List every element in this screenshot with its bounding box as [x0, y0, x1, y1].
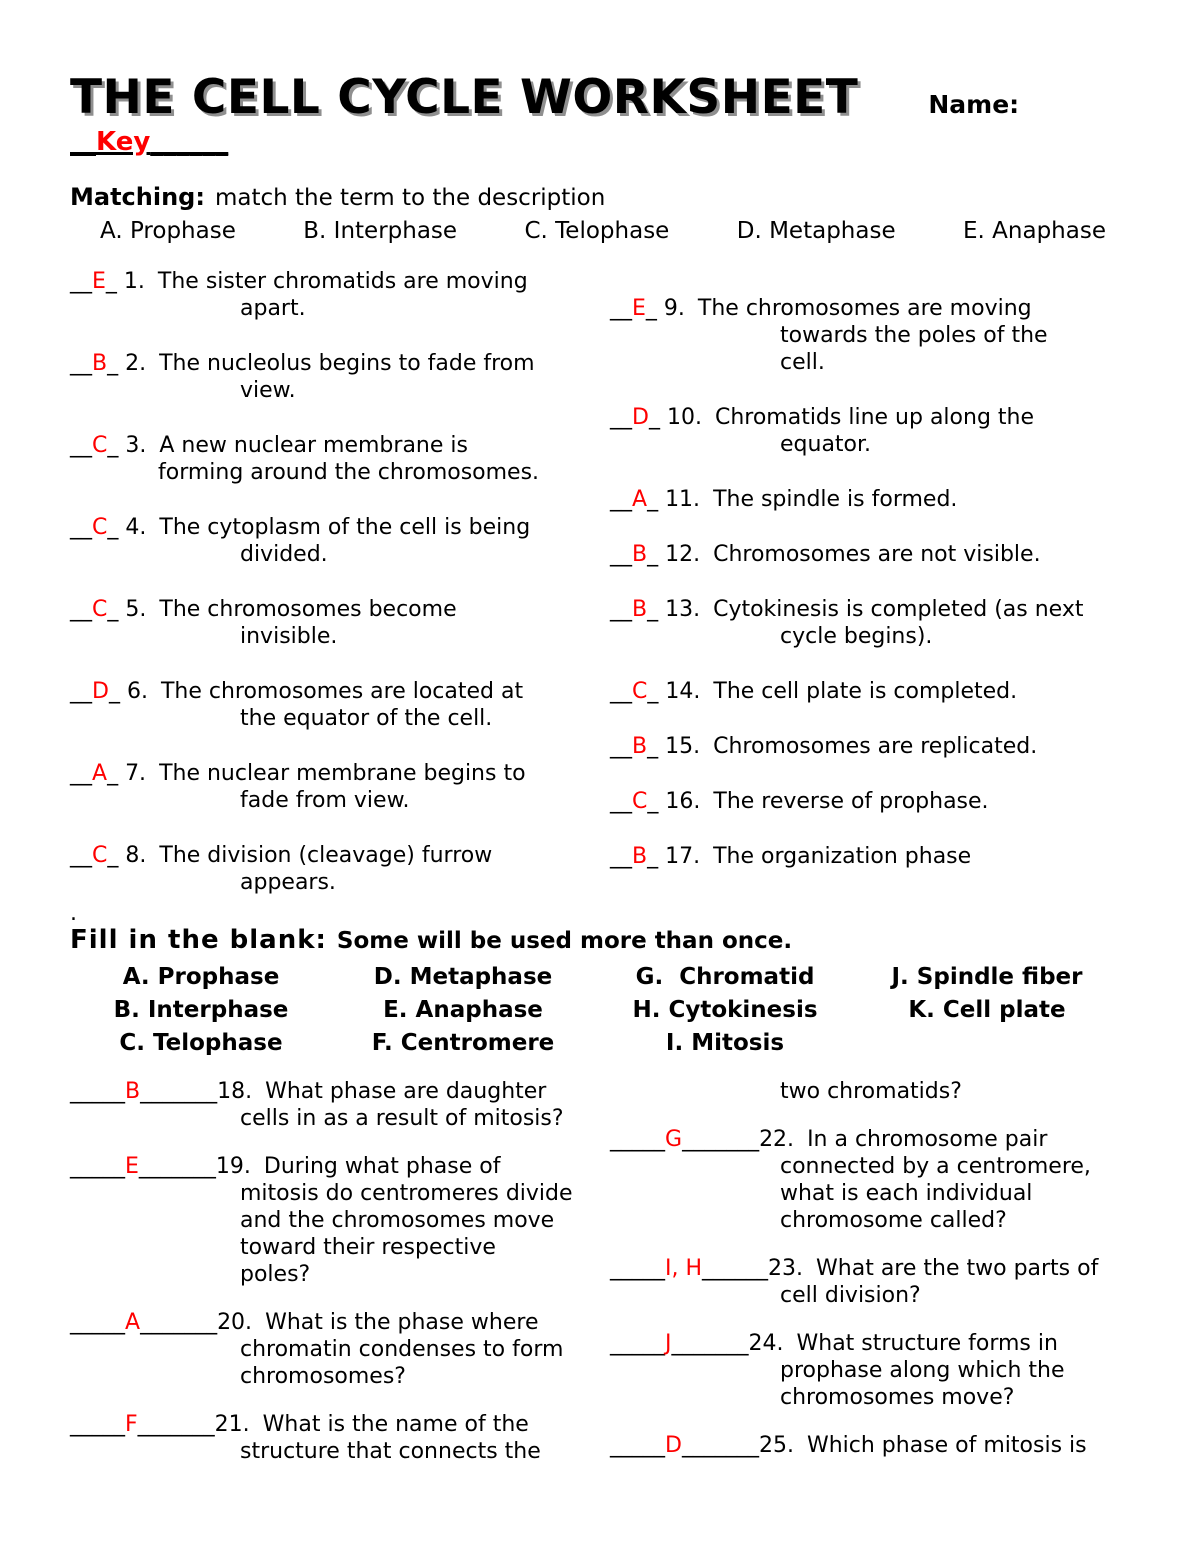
question-number: 21.	[214, 1412, 250, 1437]
question-text: divided.	[240, 542, 328, 567]
question-number: 16.	[665, 789, 701, 814]
blank-underscore: ______	[150, 127, 229, 157]
matching-instructions: match the term to the description	[214, 185, 606, 211]
question-text: The chromosomes are moving	[697, 296, 1032, 321]
question-line	[610, 1432, 1118, 1459]
word-bank-item: D. Metaphase	[373, 964, 553, 990]
question-text: toward their respective	[240, 1235, 496, 1260]
blank-underscore: _	[107, 843, 119, 868]
answer-letter: B	[125, 1079, 141, 1104]
question-text: What are the two parts of	[816, 1256, 1099, 1281]
matching-item	[70, 268, 610, 322]
question-number: 19.	[215, 1154, 251, 1179]
question-text: view.	[240, 378, 296, 403]
question-number: 12.	[665, 542, 701, 567]
header	[70, 70, 1118, 125]
blank-underscore: __	[610, 789, 632, 814]
question-line	[70, 350, 610, 377]
question-text: The chromosomes are located at	[160, 679, 524, 704]
blank-underscore: _	[647, 542, 659, 567]
question-number: 15.	[665, 734, 701, 759]
word-bank-item: C. Telophase	[119, 1030, 283, 1056]
question-text: What structure forms in	[796, 1331, 1058, 1356]
blank-underscore: __	[70, 269, 92, 294]
question-number: 3.	[125, 433, 147, 458]
question-text: Which phase of mitosis is	[806, 1433, 1087, 1458]
question-number: 2.	[125, 351, 147, 376]
question-text: The nuclear membrane begins to	[159, 761, 526, 786]
matching-item	[70, 842, 610, 896]
blank-underscore: _______	[140, 1310, 218, 1335]
word-bank-item	[856, 1027, 1118, 1060]
blank-underscore: _	[648, 405, 660, 430]
question-text: What is the phase where	[265, 1310, 539, 1335]
blank-underscore: ______	[702, 1256, 769, 1281]
answer-letter: I, H	[665, 1256, 703, 1281]
question-text: The division (cleavage) furrow	[159, 843, 493, 868]
word-bank-item: J. Spindle fiber	[891, 964, 1083, 990]
name-blank	[70, 127, 228, 157]
fill-blank-column-left	[70, 1078, 610, 1486]
question-text: The cell plate is completed.	[713, 679, 1018, 704]
matching-item	[70, 350, 610, 404]
blank-underscore: __	[70, 127, 96, 157]
question-number: 6.	[126, 679, 148, 704]
question-number: 13.	[665, 597, 701, 622]
question-number: 11.	[665, 487, 701, 512]
fill-blank-item	[610, 1126, 1118, 1234]
blank-underscore: _	[105, 269, 117, 294]
blank-underscore: _____	[610, 1256, 665, 1281]
matching-option: A. Prophase	[100, 218, 236, 244]
blank-underscore: __	[610, 405, 632, 430]
question-text: poles?	[240, 1262, 311, 1287]
fill-blank-heading: Fill in the blank:	[70, 925, 327, 955]
blank-underscore: _	[108, 679, 120, 704]
blank-underscore: _______	[671, 1331, 749, 1356]
question-number: 5.	[125, 597, 147, 622]
question-text: cell division?	[780, 1283, 921, 1308]
answer-letter: A	[632, 487, 648, 512]
answer-letter: A	[92, 761, 108, 786]
question-line	[610, 541, 1118, 568]
question-line	[610, 596, 1118, 623]
question-text: chromatin condenses to form	[240, 1337, 564, 1362]
question-line	[610, 843, 1118, 870]
question-line	[610, 486, 1118, 513]
question-number: 9.	[663, 296, 685, 321]
question-text: The cytoplasm of the cell is being	[159, 515, 531, 540]
word-bank	[70, 961, 1118, 1060]
blank-underscore: _______	[140, 1079, 218, 1104]
blank-underscore: _____	[70, 1412, 125, 1437]
question-text: fade from view.	[240, 788, 410, 813]
blank-underscore: __	[70, 515, 92, 540]
question-text: cycle begins).	[780, 624, 933, 649]
question-line	[610, 788, 1118, 815]
question-line	[70, 760, 610, 787]
blank-underscore: __	[610, 487, 632, 512]
name-label: Name:	[928, 90, 1020, 119]
question-line	[610, 295, 1118, 322]
matching-item	[610, 596, 1118, 650]
word-bank-item: K. Cell plate	[908, 997, 1066, 1023]
answer-letter: C	[632, 789, 648, 814]
question-text: appears.	[240, 870, 336, 895]
question-text: The spindle is formed.	[713, 487, 958, 512]
matching-option: E. Anaphase	[963, 218, 1106, 244]
blank-underscore: __	[70, 433, 92, 458]
question-text: chromosome called?	[780, 1208, 1007, 1233]
question-line	[610, 1126, 1118, 1153]
blank-underscore: _	[647, 789, 659, 814]
answer-letter: J	[665, 1331, 672, 1356]
key-answer-line	[70, 125, 1118, 157]
question-text: invisible.	[240, 624, 338, 649]
blank-underscore: __	[70, 843, 92, 868]
question-text: The organization phase	[713, 844, 972, 869]
blank-underscore: _	[107, 597, 119, 622]
question-line	[610, 404, 1118, 431]
blank-underscore: _____	[70, 1154, 125, 1179]
blank-underscore: __	[70, 761, 92, 786]
answer-letter: G	[665, 1127, 683, 1152]
blank-underscore: _____	[70, 1079, 125, 1104]
question-number: 25.	[758, 1433, 794, 1458]
matching-item	[610, 295, 1118, 376]
question-text: connected by a centromere,	[780, 1154, 1091, 1179]
word-bank-item: G. Chromatid	[635, 964, 815, 990]
fill-blank-item	[70, 1411, 610, 1465]
answer-letter: C	[92, 433, 108, 458]
fill-blank-section-header	[70, 925, 1118, 955]
fill-blank-columns	[70, 1078, 1118, 1486]
question-text: A new nuclear membrane is	[159, 433, 468, 458]
question-number: 23.	[768, 1256, 804, 1281]
question-text: During what phase of	[263, 1154, 501, 1179]
fill-blank-instructions: Some will be used more than once.	[336, 928, 793, 954]
question-line	[70, 432, 610, 459]
blank-underscore: _______	[681, 1433, 759, 1458]
question-line	[70, 678, 610, 705]
question-number: 7.	[125, 761, 147, 786]
blank-underscore: _____	[610, 1433, 665, 1458]
answer-letter: F	[125, 1412, 138, 1437]
question-number: 24.	[748, 1331, 784, 1356]
matching-item	[610, 486, 1118, 513]
question-text: structure that connects the	[240, 1439, 541, 1464]
question-text: the equator of the cell.	[240, 706, 493, 731]
blank-underscore: _	[107, 761, 119, 786]
blank-underscore: __	[70, 351, 92, 376]
question-text: forming around the chromosomes.	[158, 460, 540, 485]
blank-underscore: _______	[137, 1412, 215, 1437]
question-line	[70, 1309, 610, 1336]
key-answer: Key	[96, 127, 151, 157]
word-bank-item: B. Interphase	[113, 997, 289, 1023]
question-text: and the chromosomes move	[240, 1208, 555, 1233]
blank-underscore: __	[70, 679, 92, 704]
blank-underscore: _	[645, 296, 657, 321]
question-text: chromosomes move?	[780, 1385, 1015, 1410]
question-text: prophase along which the	[780, 1358, 1065, 1383]
fill-blank-item	[610, 1432, 1118, 1459]
question-text: In a chromosome pair	[807, 1127, 1048, 1152]
question-number: 17.	[665, 844, 701, 869]
word-bank-item: I. Mitosis	[665, 1030, 785, 1056]
word-bank-item: E. Anaphase	[383, 997, 543, 1023]
question-text: Chromosomes are not visible.	[713, 542, 1041, 567]
fill-blank-item	[70, 1153, 610, 1288]
answer-letter: D	[632, 405, 649, 430]
question-number: 14.	[665, 679, 701, 704]
blank-underscore: _	[107, 515, 119, 540]
question-text: mitosis do centromeres divide	[240, 1181, 573, 1206]
question-text: cells in as a result of mitosis?	[240, 1106, 564, 1131]
question-text: What phase are daughter	[265, 1079, 547, 1104]
matching-option: B. Interphase	[303, 218, 458, 244]
answer-letter: C	[92, 597, 108, 622]
matching-item	[610, 843, 1118, 870]
question-line	[70, 1078, 610, 1105]
matching-item	[610, 678, 1118, 705]
question-text: cell.	[780, 350, 825, 375]
blank-underscore: _	[647, 597, 659, 622]
question-number: 8.	[125, 843, 147, 868]
matching-columns	[70, 268, 1118, 927]
fill-blank-column-right	[610, 1078, 1118, 1486]
matching-item	[610, 541, 1118, 568]
blank-underscore: _____	[610, 1127, 665, 1152]
matching-column-left	[70, 268, 610, 927]
question-line	[70, 268, 610, 295]
matching-option: C. Telophase	[524, 218, 670, 244]
question-text: The nucleolus begins to fade from	[159, 351, 535, 376]
question-text: The chromosomes become	[159, 597, 457, 622]
question-text: What is the name of the	[262, 1412, 529, 1437]
blank-underscore: __	[610, 542, 632, 567]
fill-blank-item	[610, 1330, 1118, 1411]
blank-underscore: _	[647, 679, 659, 704]
answer-letter: C	[632, 679, 648, 704]
question-number: 10.	[666, 405, 702, 430]
blank-underscore: __	[610, 734, 632, 759]
matching-heading: Matching:	[70, 183, 205, 211]
blank-underscore: _	[647, 844, 659, 869]
answer-letter: C	[92, 843, 108, 868]
question-text: what is each individual	[780, 1181, 1033, 1206]
blank-underscore: _	[647, 487, 659, 512]
matching-options	[100, 218, 1106, 244]
word-bank-item: H. Cytokinesis	[632, 997, 818, 1023]
blank-underscore: __	[610, 844, 632, 869]
blank-underscore: _______	[138, 1154, 216, 1179]
matching-item	[70, 432, 610, 486]
question-text: Chromosomes are replicated.	[713, 734, 1038, 759]
matching-option: D. Metaphase	[736, 218, 896, 244]
answer-letter: E	[632, 296, 646, 321]
question-line	[70, 514, 610, 541]
question-text: towards the poles of the	[780, 323, 1048, 348]
page-title: THE CELL CYCLE WORKSHEET	[70, 70, 859, 125]
matching-item	[70, 760, 610, 814]
answer-letter: B	[632, 597, 648, 622]
blank-underscore: _____	[70, 1310, 125, 1335]
question-text: Chromatids line up along the	[714, 405, 1035, 430]
answer-letter: B	[632, 734, 648, 759]
answer-letter: D	[665, 1433, 682, 1458]
question-text: chromosomes?	[240, 1364, 406, 1389]
fill-blank-item	[70, 1078, 610, 1132]
question-text: The sister chromatids are moving	[157, 269, 528, 294]
blank-underscore: _	[647, 734, 659, 759]
blank-underscore: _____	[610, 1331, 665, 1356]
matching-item	[610, 733, 1118, 760]
word-bank-item: F. Centromere	[371, 1030, 555, 1056]
question-text-continuation: two chromatids?	[780, 1079, 962, 1104]
matching-item	[610, 404, 1118, 458]
answer-letter: B	[632, 844, 648, 869]
question-text: The reverse of prophase.	[713, 789, 989, 814]
answer-letter: D	[92, 679, 109, 704]
blank-underscore: _	[107, 433, 119, 458]
answer-letter: B	[92, 351, 108, 376]
question-line	[70, 596, 610, 623]
word-bank-item: A. Prophase	[122, 964, 280, 990]
matching-item	[70, 596, 610, 650]
answer-letter: C	[92, 515, 108, 540]
fill-blank-item	[70, 1309, 610, 1390]
question-number: 4.	[125, 515, 147, 540]
stray-period: .	[70, 901, 77, 926]
question-text: apart.	[240, 296, 306, 321]
answer-letter: A	[125, 1310, 141, 1335]
question-line	[610, 733, 1118, 760]
fill-blank-item	[610, 1255, 1118, 1309]
question-text: equator.	[780, 432, 872, 457]
matching-column-right	[610, 295, 1118, 927]
question-number: 18.	[217, 1079, 253, 1104]
blank-underscore: _______	[682, 1127, 760, 1152]
question-line	[610, 1255, 1118, 1282]
question-number: 22.	[759, 1127, 795, 1152]
blank-underscore: _	[107, 351, 119, 376]
question-line	[70, 1411, 610, 1438]
question-line	[70, 1153, 610, 1180]
fill-blank-item	[610, 1078, 1118, 1105]
answer-letter: B	[632, 542, 648, 567]
question-text: Cytokinesis is completed (as next	[713, 597, 1084, 622]
blank-underscore: __	[610, 679, 632, 704]
question-line	[610, 678, 1118, 705]
answer-letter: E	[92, 269, 106, 294]
matching-item	[70, 514, 610, 568]
matching-item	[610, 788, 1118, 815]
question-line	[70, 842, 610, 869]
answer-letter: E	[125, 1154, 139, 1179]
matching-section-header	[70, 183, 1118, 211]
question-number: 20.	[217, 1310, 253, 1335]
blank-underscore: __	[70, 597, 92, 622]
question-line	[610, 1330, 1118, 1357]
matching-item	[70, 678, 610, 732]
question-number: 1.	[123, 269, 145, 294]
blank-underscore: __	[610, 597, 632, 622]
blank-underscore: __	[610, 296, 632, 321]
